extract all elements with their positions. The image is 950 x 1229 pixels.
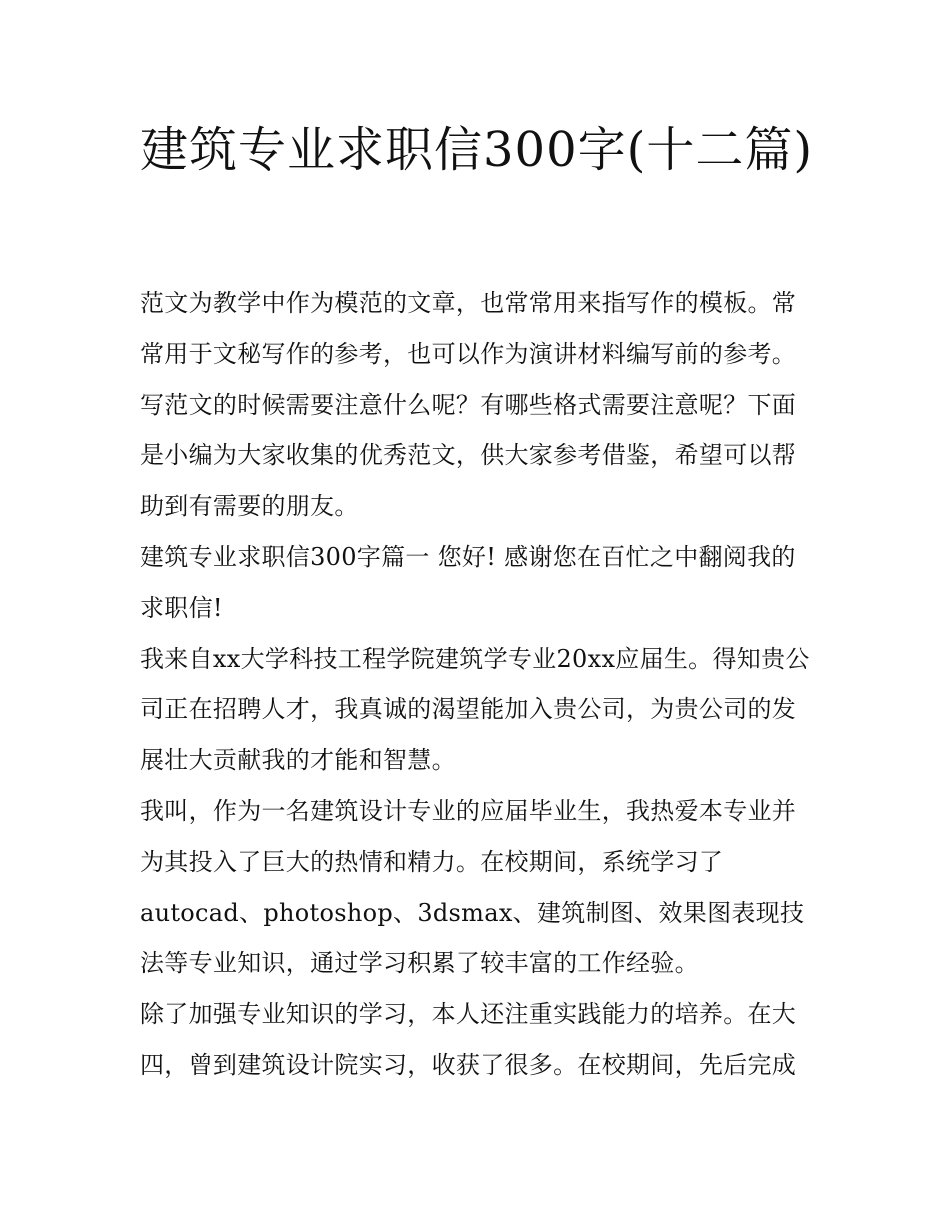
paragraph-intro: 范文为教学中作为模范的文章，也常常用来指写作的模板。常常用于文秘写作的参考，也可以作为演讲材料编写前的参考。写范文的时候需要注意什么呢？有哪些格式需要注意呢？下面是小编为大家收集的优秀范文，供大家参考借鉴，希望可以帮助到有需要的朋友。 xyxy=(140,289,797,521)
paragraph-practice: 除了加强专业知识的学习，本人还注重实践能力的培养。在大四，曾到建筑设计院实习，收获了很多。在校期间，先后完成 xyxy=(140,1000,797,1079)
paragraph-background: 我来自xx大学科技工程学院建筑学专业20xx应届生。得知贵公司正在招聘人才，我真诚的渴望能加入贵公司，为贵公司的发展壮大贡献我的才能和智慧。 xyxy=(140,644,810,775)
paragraph-greeting: 建筑专业求职信300字篇一 您好! 感谢您在百忙之中翻阅我的求职信! xyxy=(140,542,796,622)
document-title: 建筑专业求职信300字(十二篇) xyxy=(140,122,814,178)
paragraph-skills: 我叫，作为一名建筑设计专业的应届毕业生，我热爱本专业并为其投入了巨大的热情和精力。在校期间，系统学习了autocad、photoshop、3dsmax、建筑制图、效果图表现技法等专业知识，通过学习积累了较丰富的工作经验。 xyxy=(140,796,805,978)
document-body xyxy=(140,278,816,1091)
